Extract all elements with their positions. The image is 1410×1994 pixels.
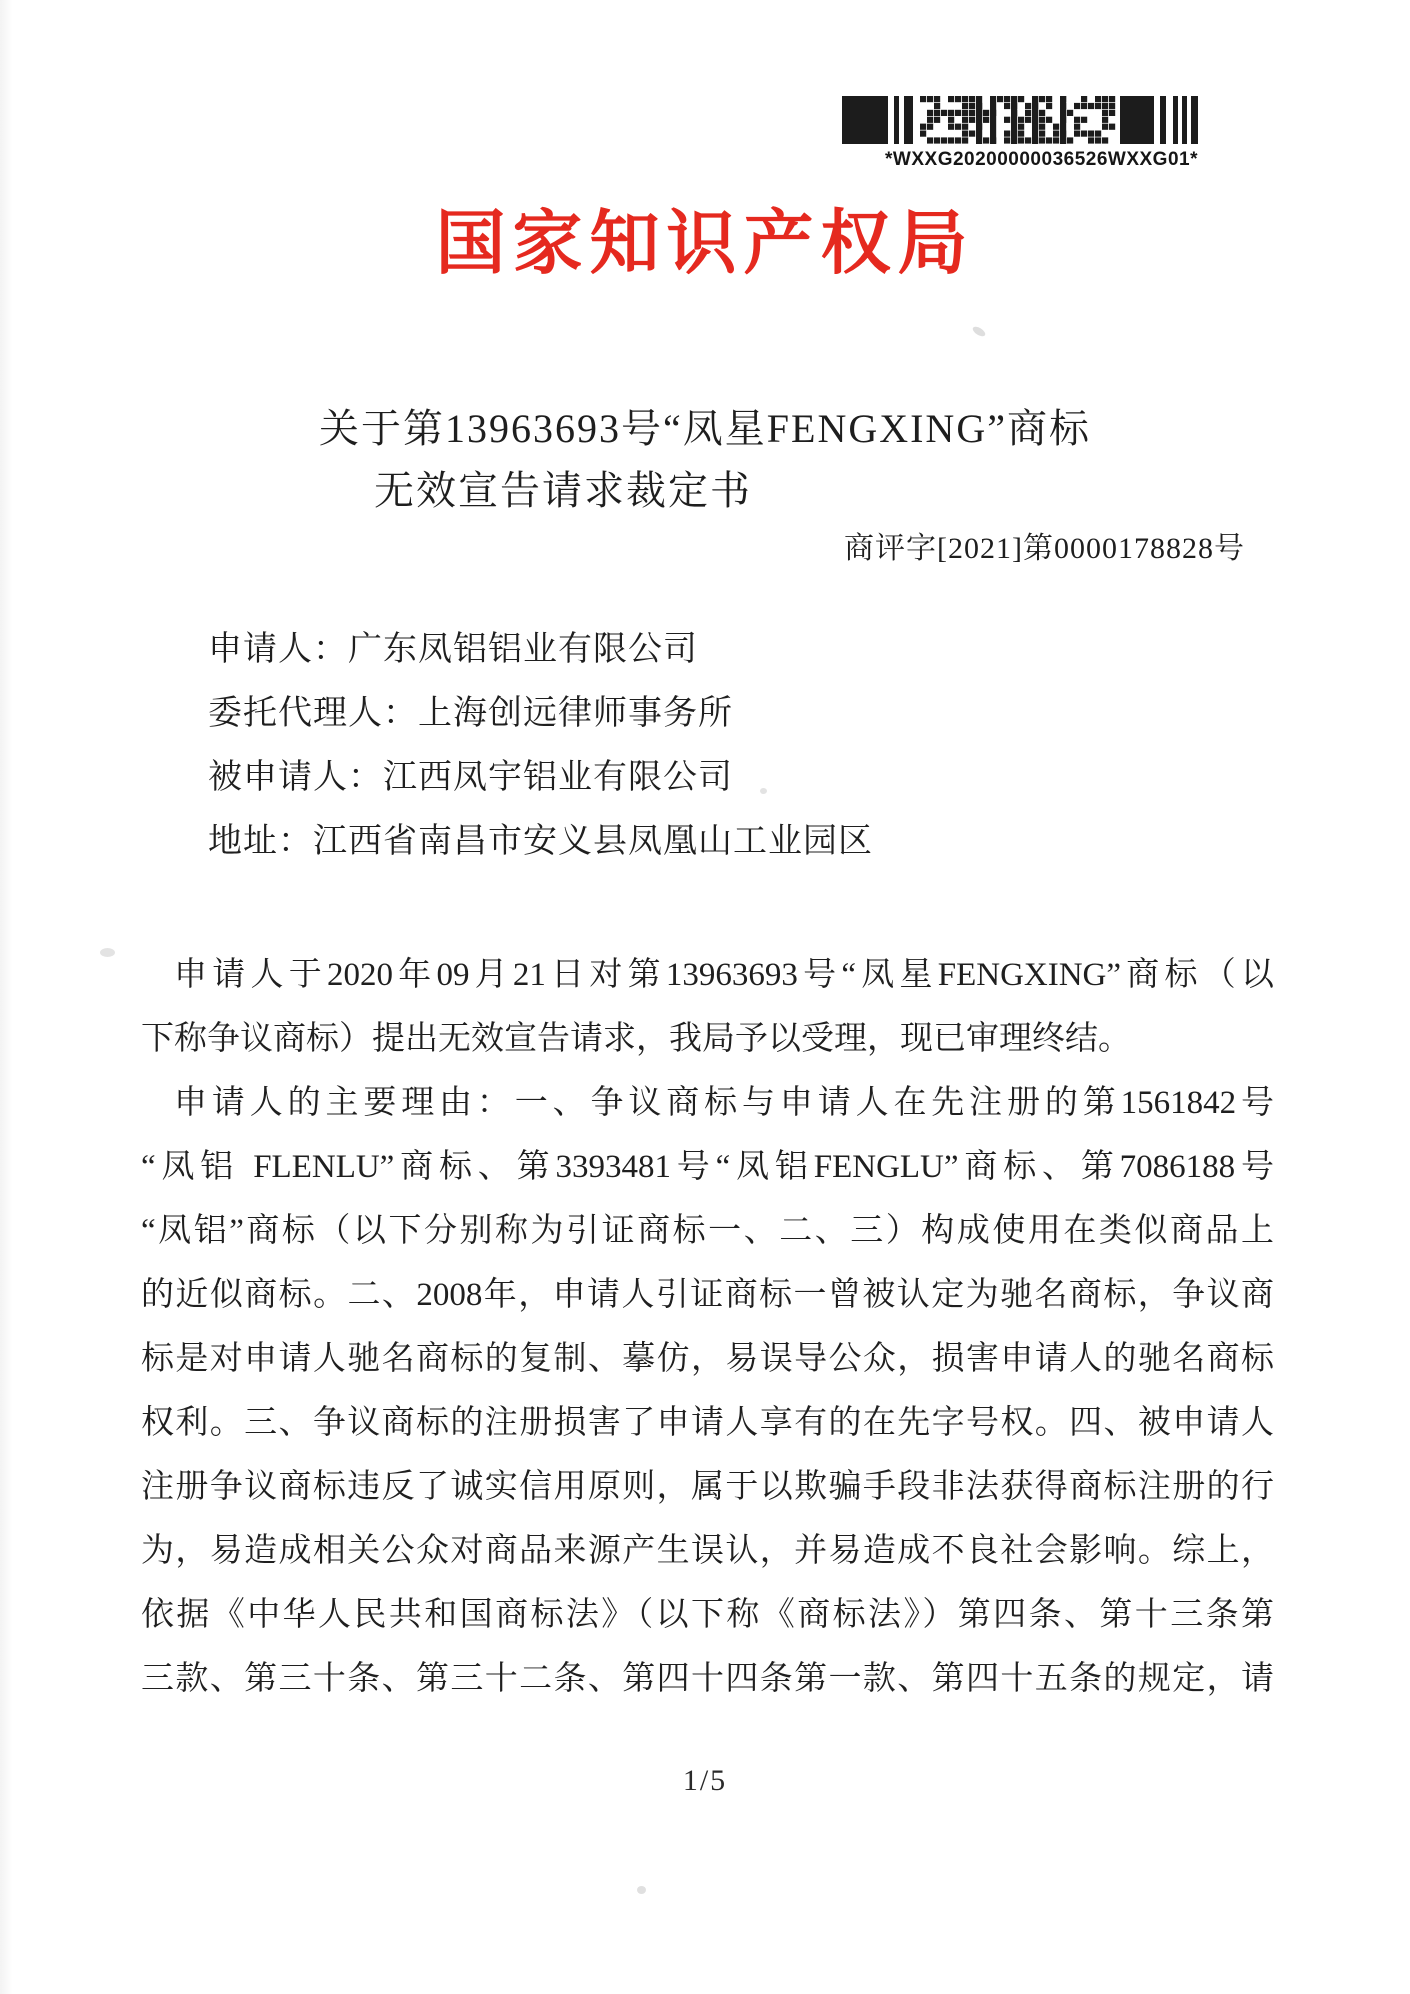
agency-title: 国家知识产权局 — [435, 204, 975, 282]
reference-number: 商评字[2021]第0000178828号 — [844, 532, 1245, 565]
barcode-block — [842, 96, 1198, 171]
scan-artifact — [971, 325, 987, 338]
scan-artifact — [760, 788, 767, 794]
barcode-text: *WXXG20200000036526WXXG01* — [885, 149, 1198, 170]
body-line: 三款、第三十条、第三十二条、第四十四条第一款、第四十五条的规定，请 — [141, 1661, 1274, 1697]
body-line: 为，易造成相关公众对商品来源产生误认，并易造成不良社会影响。综上， — [141, 1533, 1274, 1569]
document-title-line1: 关于第13963693号“凤星FENGXING”商标 — [319, 406, 1091, 451]
document-title — [0, 398, 1410, 522]
party-line: 被申请人：江西凤宇铝业有限公司 — [208, 759, 733, 796]
page-number: 1/5 — [682, 1764, 728, 1797]
scan-artifact — [100, 948, 115, 957]
body-line: 注册争议商标违反了诚实信用原则，属于以欺骗手段非法获得商标注册的行 — [141, 1469, 1274, 1505]
body-line: 申请人于2020年09月21日对第13963693号“凤星FENGXING”商标（以 — [174, 957, 1274, 993]
document-title-line2: 无效宣告请求裁定书 — [374, 468, 752, 513]
body-line: 的近似商标。二、2008年，申请人引证商标一曾被认定为驰名商标，争议商 — [141, 1277, 1274, 1313]
scan-edge-shadow — [0, 0, 14, 1994]
body-line: 依据《中华人民共和国商标法》（以下称《商标法》）第四条、第十三条第 — [141, 1597, 1274, 1633]
body-line: 申请人的主要理由：一、争议商标与申请人在先注册的第1561842号 — [174, 1085, 1274, 1121]
barcode-image — [842, 96, 1198, 146]
body-line: 下称争议商标）提出无效宣告请求，我局予以受理，现已审理终结。 — [141, 1021, 1131, 1057]
body-line: 标是对申请人驰名商标的复制、摹仿，易误导公众，损害申请人的驰名商标 — [141, 1341, 1274, 1377]
party-line: 地址：江西省南昌市安义县凤凰山工业园区 — [208, 823, 873, 860]
body-line: 权利。三、争议商标的注册损害了申请人享有的在先字号权。四、被申请人 — [141, 1405, 1274, 1441]
party-line: 委托代理人：上海创远律师事务所 — [208, 695, 733, 732]
body-line: “凤铝 FLENLU”商标、第3393481号“凤铝FENGLU”商标、第7086188号 — [141, 1149, 1274, 1185]
body-line: “凤铝”商标（以下分别称为引证商标一、二、三）构成使用在类似商品上 — [141, 1213, 1274, 1249]
party-line: 申请人：广东凤铝铝业有限公司 — [208, 631, 698, 668]
parties-block — [208, 618, 873, 874]
scan-artifact — [637, 1886, 646, 1894]
body-paragraphs — [141, 943, 1274, 1711]
